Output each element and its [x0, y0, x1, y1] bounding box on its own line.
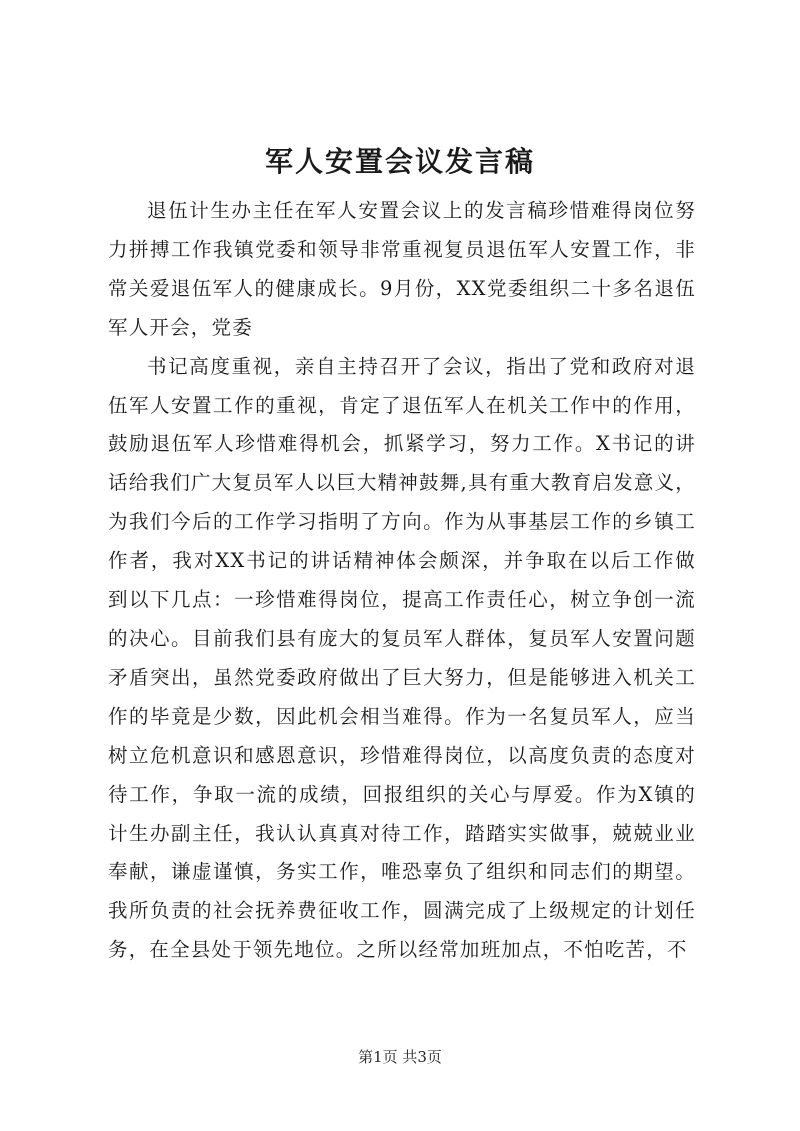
paragraph-2: 书记高度重视，亲自主持召开了会议，指出了党和政府对退伍军人安置工作的重视，肯定了退伍军人在机关工作中的作用，鼓励退伍军人珍惜难得机会，抓紧学习，努力工作。X书记的讲话给我们广大复员军人以巨大精神鼓舞,具有重大教育启发意义，为我们今后的工作学习指明了方向。作为从事基层工作的乡镇工作者，我对XX书记的讲话精神体会颇深，并争取在以后工作做到以下几点：一珍惜难得岗位，提高工作责任心，树立争创一流的决心。目前我们县有庞大的复员军人群体，复员军人安置问题矛盾突出，虽然党委政府做出了巨大努力，但是能够进入机关工作的毕竟是少数，因此机会相当难得。作为一名复员军人，应当树立危机意识和感恩意识，珍惜难得岗位，以高度负责的态度对待工作，争取一流的成绩，回报组织的关心与厚爱。作为X镇的计生办副主任，我认认真真对待工作，踏踏实实做事，兢兢业业奉献，谦虚谨慎，务实工作，唯恐辜负了组织和同志们的期望。我所负责的社会抚养费征收工作，圆满完成了上级规定的计划任务，在全县处于领先地位。之所以经常加班加点，不怕吃苦，不	[108, 354, 696, 962]
document-title: 军人安置会议发言稿	[264, 145, 535, 178]
paragraph-1: 退伍计生办主任在军人安置会议上的发言稿珍惜难得岗位努力拼搏工作我镇党委和领导非常重视复员退伍军人安置工作，非常关爱退伍军人的健康成长。9月份，XX党委组织二十多名退伍军人开会，党委	[108, 199, 696, 339]
page-footer: 第1页 共3页	[358, 1048, 442, 1066]
document-body	[108, 192, 696, 970]
